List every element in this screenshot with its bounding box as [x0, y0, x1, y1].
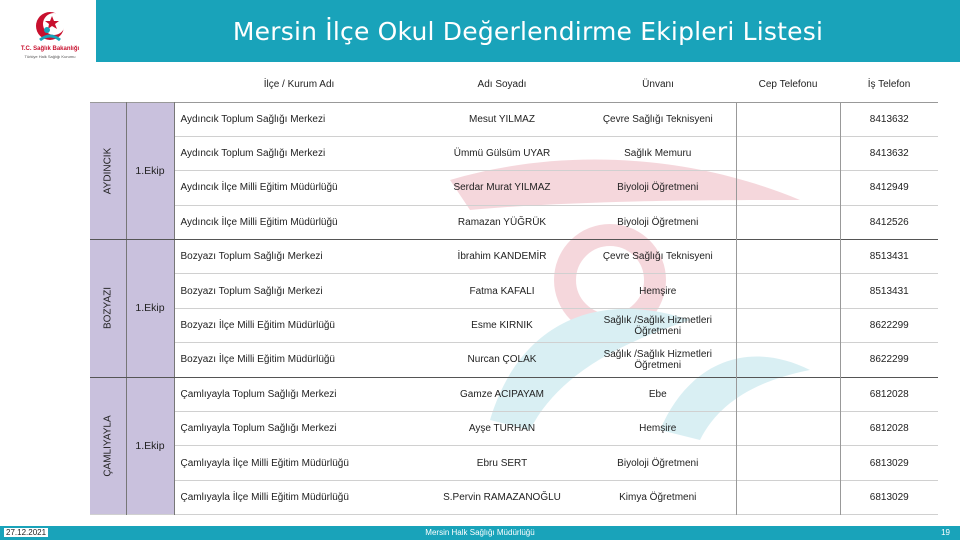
- cell-ad-soyad: Ramazan YÜĞRÜK: [457, 216, 547, 228]
- cell-kurum: Bozyazı Toplum Sağlığı Merkezi: [180, 251, 323, 263]
- cell-kurum: Bozyazı Toplum Sağlığı Merkezi: [180, 285, 323, 297]
- cell-is-telefon: 6812028: [869, 388, 909, 400]
- cell-kurum: Bozyazı İlçe Milli Eğitim Müdürlüğü: [180, 320, 335, 332]
- cell-cep: [736, 412, 840, 446]
- cell-unvan: Sağlık Memuru: [624, 148, 692, 160]
- cell-kurum: Çamlıyayla Toplum Sağlığı Merkezi: [180, 388, 337, 400]
- ilce-label: AYDINCIK: [102, 147, 114, 195]
- logo-sub-text: Türkiye Halk Sağlığı Kurumu: [24, 54, 76, 59]
- cell-kurum: Aydıncık Toplum Sağlığı Merkezi: [180, 148, 326, 160]
- cell-is-telefon: 6813029: [869, 491, 909, 503]
- cell-is-telefon: 6813029: [869, 457, 909, 469]
- cell-ad-soyad: Ayşe TURHAN: [468, 423, 536, 435]
- cell-kurum: Aydıncık Toplum Sağlığı Merkezi: [180, 113, 326, 125]
- table-row: [90, 274, 938, 308]
- cell-kurum: Aydıncık İlçe Milli Eğitim Müdürlüğü: [180, 216, 338, 228]
- header-cep-telefonu: Cep Telefonu: [758, 79, 818, 91]
- ekip-cell: 1.Ekip: [126, 240, 174, 378]
- table-row: [90, 205, 938, 239]
- cell-is-telefon: 8513431: [869, 285, 909, 297]
- cell-is-telefon: 8622299: [869, 320, 909, 332]
- cell-is-telefon: 6812028: [869, 423, 909, 435]
- table-row: [90, 343, 938, 377]
- cell-kurum: Çamlıyayla İlçe Milli Eğitim Müdürlüğü: [180, 491, 349, 503]
- cell-ad-soyad: Nurcan ÇOLAK: [467, 354, 537, 366]
- ekip-cell: 1.Ekip: [126, 102, 174, 240]
- cell-ad-soyad: İbrahim KANDEMİR: [457, 251, 547, 263]
- cell-unvan: Sağlık /Sağlık Hizmetleri Öğretmeni: [603, 348, 712, 371]
- cell-is-telefon: 8412526: [869, 216, 909, 228]
- cell-cep: [736, 102, 840, 136]
- title-banner: [96, 0, 960, 62]
- logo-brand-text: T.C. Sağlık Bakanlığı: [20, 46, 80, 52]
- cell-cep: [736, 240, 840, 274]
- cell-cep: [736, 205, 840, 239]
- footer-bar: [0, 526, 960, 540]
- table-row: [90, 136, 938, 170]
- table-row: [90, 102, 938, 136]
- ekip-cell: 1.Ekip: [126, 377, 174, 515]
- cell-kurum: Çamlıyayla Toplum Sağlığı Merkezi: [180, 423, 337, 435]
- table-row: [90, 240, 938, 274]
- ilce-cell-aydincik: [90, 102, 126, 240]
- ilce-label: ÇAMLIYAYLA: [102, 415, 114, 477]
- ilce-label: BOZYAZI: [102, 287, 114, 330]
- ilce-cell-bozyazi: [90, 240, 126, 378]
- cell-kurum: Bozyazı İlçe Milli Eğitim Müdürlüğü: [180, 354, 335, 366]
- cell-cep: [736, 446, 840, 480]
- cell-unvan: Kimya Öğretmeni: [619, 491, 697, 503]
- table-row: [90, 480, 938, 514]
- header-is-telefon: İş Telefon: [867, 79, 911, 91]
- team-table: [90, 68, 938, 515]
- table-header-row: [90, 68, 938, 102]
- cell-unvan: Ebe: [648, 388, 667, 400]
- header-blank: [90, 68, 174, 102]
- cell-ad-soyad: Ebru SERT: [476, 457, 528, 469]
- table-row: [90, 308, 938, 342]
- cell-cep: [736, 274, 840, 308]
- table-row: [90, 446, 938, 480]
- table-row: [90, 412, 938, 446]
- cell-is-telefon: 8622299: [869, 354, 909, 366]
- cell-ad-soyad: Esme KIRNIK: [471, 320, 533, 332]
- cell-ad-soyad: Fatma KAFALI: [469, 285, 535, 297]
- cell-unvan: Çevre Sağlığı Teknisyeni: [602, 251, 713, 263]
- table-row: [90, 377, 938, 411]
- cell-unvan: Sağlık /Sağlık Hizmetleri Öğretmeni: [603, 314, 712, 337]
- cell-is-telefon: 8413632: [869, 148, 909, 160]
- cell-unvan: Biyoloji Öğretmeni: [617, 457, 699, 469]
- cell-cep: [736, 308, 840, 342]
- table-row: [90, 171, 938, 205]
- cell-ad-soyad: Gamze ACIPAYAM: [460, 388, 544, 400]
- cell-cep: [736, 171, 840, 205]
- header-unvan: Ünvanı: [642, 79, 674, 91]
- cell-unvan: Hemşire: [639, 285, 677, 297]
- page-number: 19: [941, 528, 950, 537]
- header-ad-soyad: Adı Soyadı: [477, 79, 527, 91]
- team-table-wrapper: [90, 68, 938, 515]
- page-title: Mersin İlçe Okul Değerlendirme Ekipleri Listesi: [232, 16, 824, 46]
- cell-kurum: Çamlıyayla İlçe Milli Eğitim Müdürlüğü: [180, 457, 349, 469]
- cell-unvan: Biyoloji Öğretmeni: [617, 182, 699, 194]
- crescent-star-logo-icon: [14, 8, 86, 46]
- cell-ad-soyad: Mesut YILMAZ: [469, 113, 535, 125]
- cell-is-telefon: 8413632: [869, 113, 909, 125]
- ministry-logo: [14, 8, 86, 64]
- cell-unvan: Hemşire: [639, 423, 677, 435]
- cell-unvan: Biyoloji Öğretmeni: [617, 216, 699, 228]
- cell-ad-soyad: S.Pervin RAMAZANOĞLU: [443, 491, 561, 503]
- header-kurum: İlçe / Kurum Adı: [263, 79, 335, 91]
- cell-cep: [736, 343, 840, 377]
- cell-kurum: Aydıncık İlçe Milli Eğitim Müdürlüğü: [180, 182, 338, 194]
- footer-date: 27.12.2021: [6, 528, 47, 537]
- cell-is-telefon: 8412949: [869, 182, 909, 194]
- cell-ad-soyad: Serdar Murat YILMAZ: [453, 182, 551, 194]
- footer-organization: Mersin Halk Sağlığı Müdürlüğü: [425, 528, 535, 537]
- cell-is-telefon: 8513431: [869, 251, 909, 263]
- cell-unvan: Çevre Sağlığı Teknisyeni: [602, 113, 713, 125]
- ilce-cell-camliyayla: [90, 377, 126, 515]
- cell-cep: [736, 480, 840, 514]
- cell-ad-soyad: Ümmü Gülsüm UYAR: [453, 148, 551, 160]
- cell-cep: [736, 377, 840, 411]
- cell-cep: [736, 136, 840, 170]
